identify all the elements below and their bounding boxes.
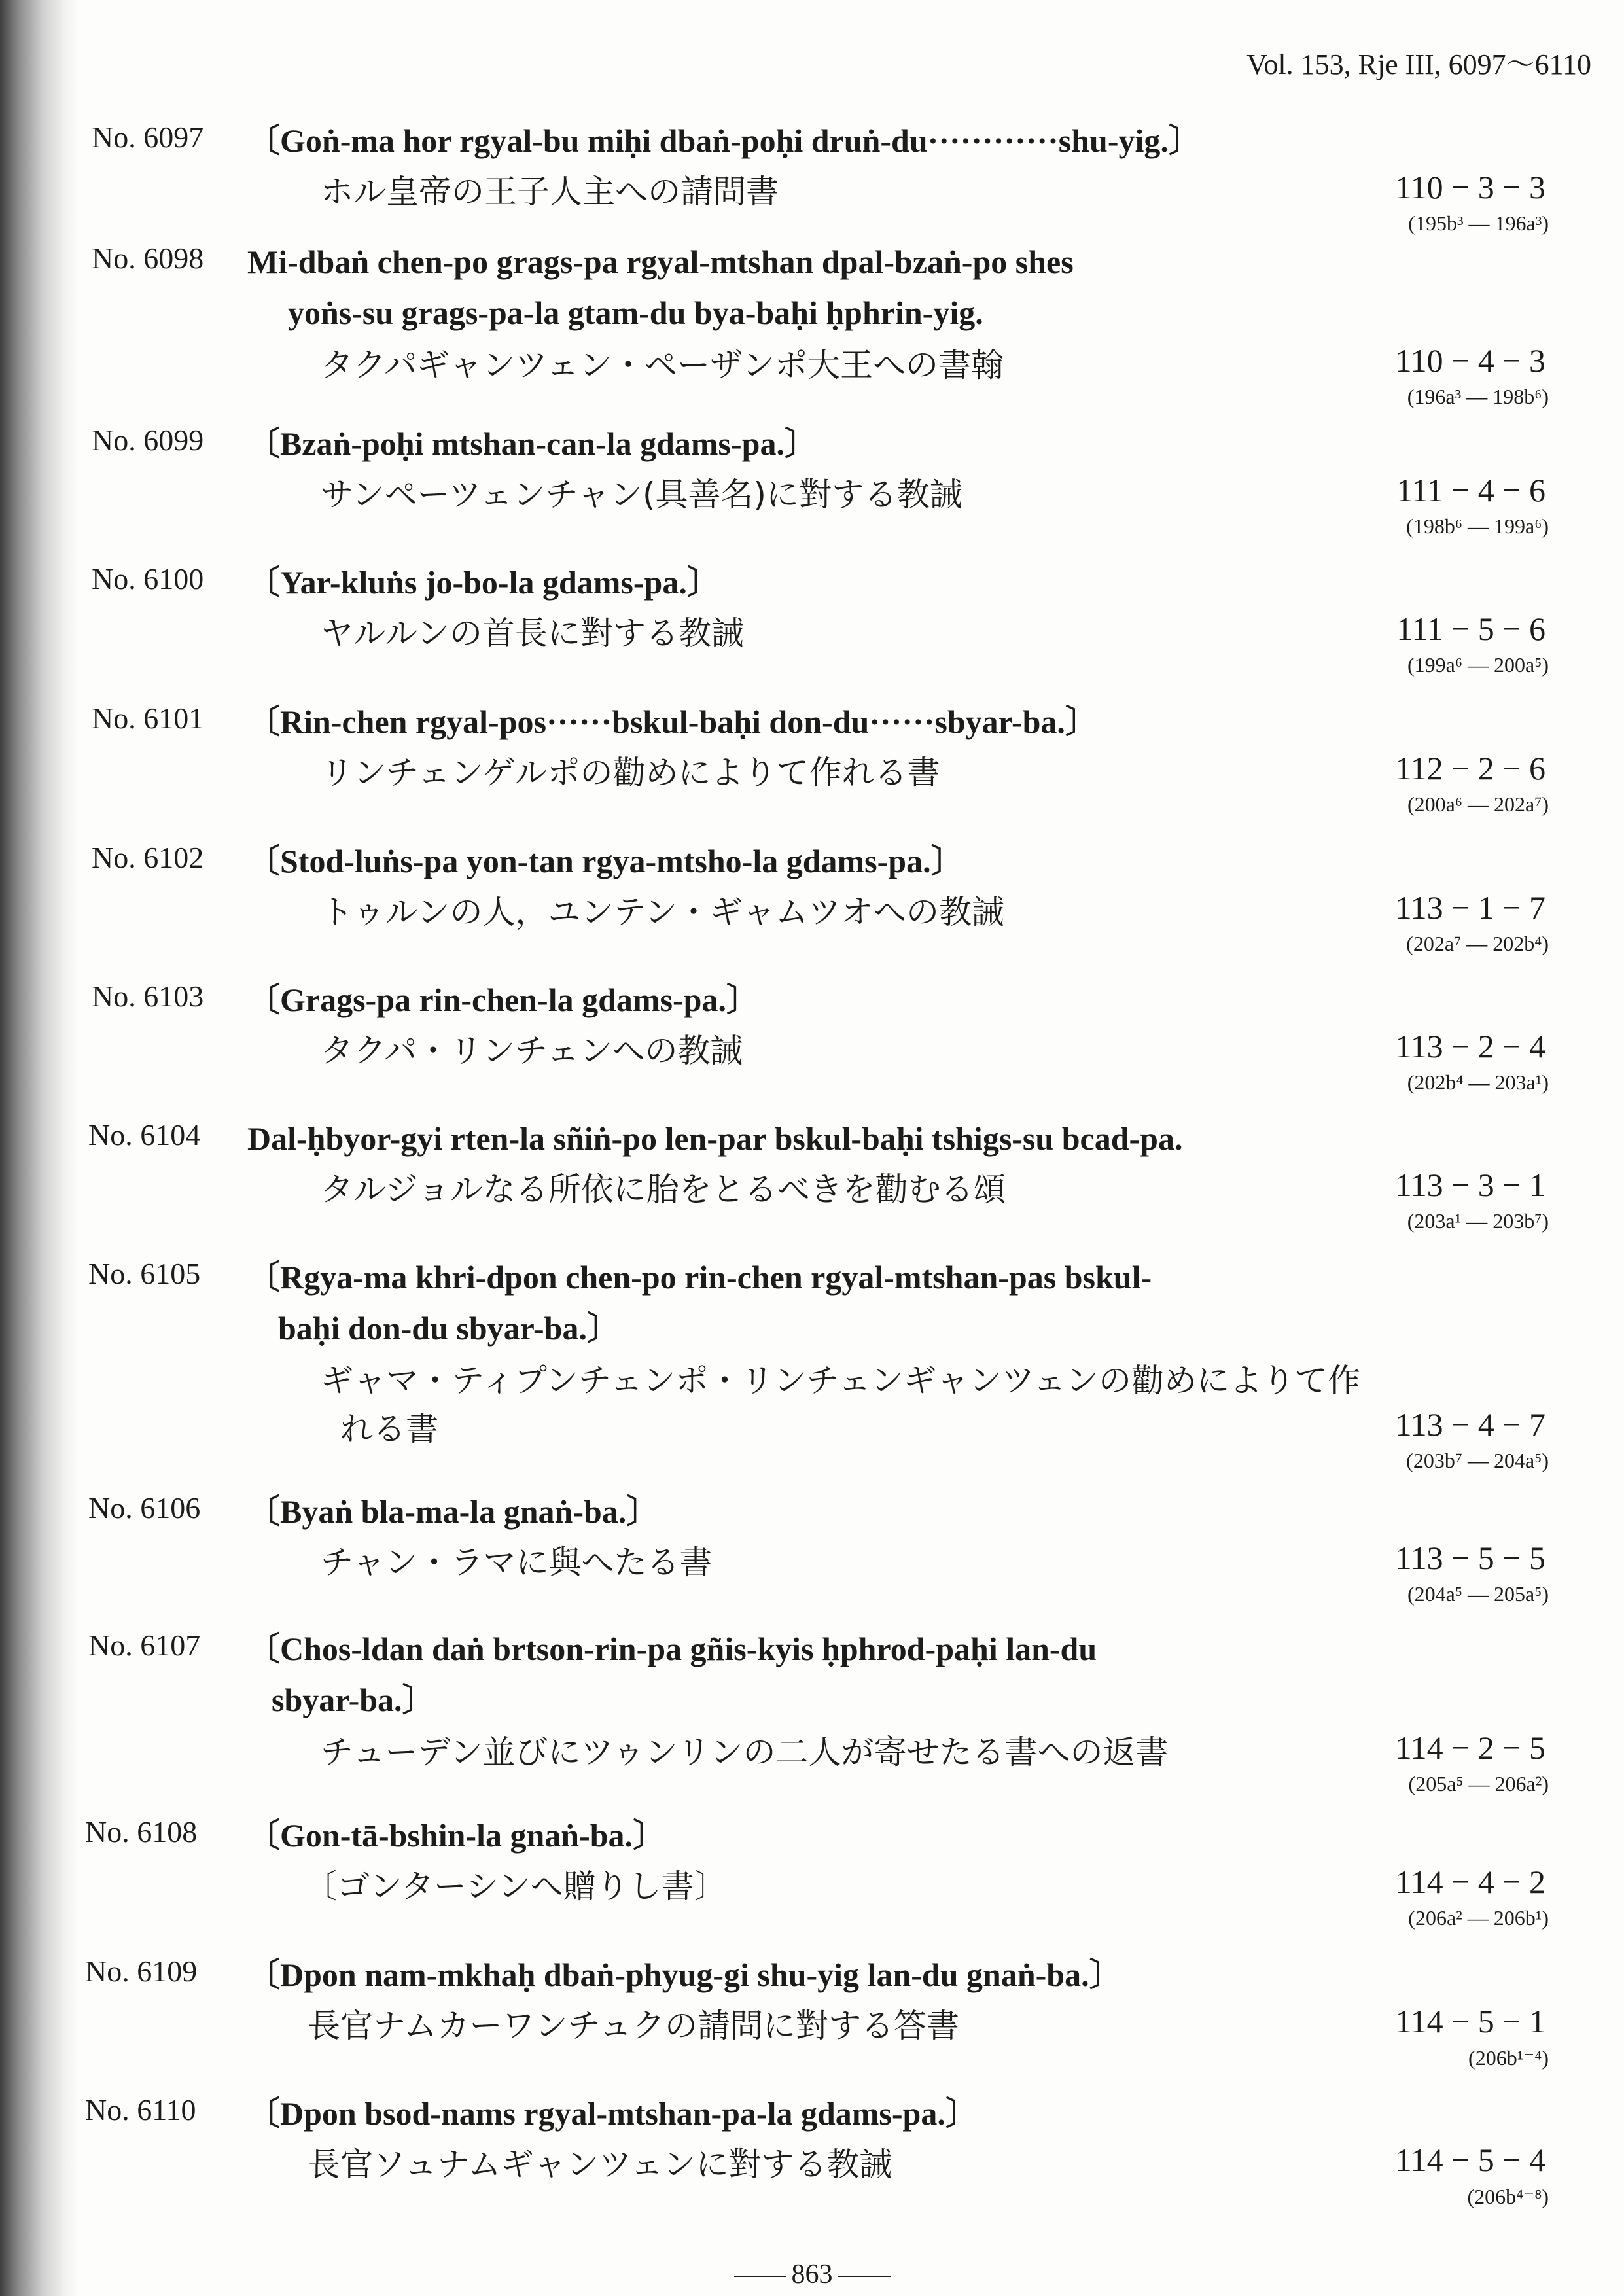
tibetan-title-line1: 〔Chos-ldan daṅ brtson-rin-pa gñis-kyis ḥphrod-paḥi lan-du — [247, 1631, 1097, 1667]
reference-number: 110 − 3 − 3 — [1395, 169, 1545, 205]
entry-number: No. 6103 — [92, 980, 204, 1013]
tibetan-title-line1: 〔Rgya-ma khri-dpon chen-po rin-chen rgyal-mtshan-pas bskul- — [247, 1259, 1152, 1296]
tibetan-title: 〔Rin-chen rgyal-pos······bskul-baḥi don-du······sbyar-ba.〕 — [247, 703, 1098, 740]
folio-range: (195b³ — 196a³) — [1408, 211, 1549, 235]
japanese-title: ホル皇帝の王子人主への請問書 — [321, 173, 779, 211]
japanese-title: チャン・ラマに與へたる書 — [321, 1544, 713, 1581]
folio-range: (206b¹⁻⁴) — [1468, 2046, 1549, 2070]
folio-range: (203b⁷ — 204a⁵) — [1406, 1449, 1549, 1472]
tibetan-title: 〔Stod-luṅs-pa yon-tan rgya-mtsho-la gdams-pa.〕 — [247, 843, 964, 879]
reference-number: 113 − 5 − 5 — [1395, 1540, 1545, 1576]
binding-shadow — [0, 0, 79, 2296]
folio-range: (202a⁷ — 202b⁴) — [1406, 932, 1549, 955]
reference-number: 113 − 2 − 4 — [1395, 1028, 1545, 1065]
folio-range: (198b⁶ — 199a⁶) — [1406, 514, 1549, 538]
reference-number: 114 − 2 − 5 — [1395, 1729, 1545, 1766]
tibetan-title: 〔Bzaṅ-poḥi mtshan-can-la gdams-pa.〕 — [247, 425, 817, 462]
entry-number: No. 6097 — [92, 120, 204, 154]
japanese-title: リンチェンゲルポの勸めによりて作れる書 — [321, 754, 940, 792]
entry-number: No. 6102 — [92, 841, 204, 874]
folio-range: (206b⁴⁻⁸) — [1467, 2185, 1549, 2208]
entry-number: No. 6100 — [92, 562, 204, 595]
tibetan-title: 〔Gon-tā-bshin-la gnaṅ-ba.〕 — [247, 1817, 666, 1854]
japanese-title: タルジョルなる所依に胎をとるべきを勸むる頌 — [321, 1171, 1006, 1209]
tibetan-title-line2: baḥi don-du sbyar-ba.〕 — [278, 1310, 620, 1347]
reference-number: 113 − 4 − 7 — [1395, 1406, 1545, 1443]
japanese-title: 長官ナムカーワンチュクの請問に對する答書 — [308, 2007, 959, 2045]
tibetan-title-line2: yoṅs-su grags-pa-la gtam-du bya-baḥi ḥphrin-yig. — [288, 294, 983, 331]
japanese-title: 長官ソュナムギャンツェンに對する教誡 — [308, 2146, 892, 2183]
entry-number: No. 6104 — [88, 1118, 201, 1152]
folio-range: (205a⁵ — 206a²) — [1408, 1772, 1549, 1795]
tibetan-title: Dal-ḥbyor-gyi rten-la sñiṅ-po len-par bskul-baḥi tshigs-su bcad-pa. — [247, 1120, 1183, 1157]
japanese-title: ヤルルンの首長に對する教誡 — [321, 614, 744, 652]
tibetan-title: 〔Dpon nam-mkhaḥ dbaṅ-phyug-gi shu-yig lan-du gnaṅ-ba.〕 — [247, 1956, 1122, 1993]
reference-number: 114 − 5 − 1 — [1395, 2003, 1545, 2040]
tibetan-title: 〔Grags-pa rin-chen-la gdams-pa.〕 — [247, 981, 759, 1018]
tibetan-title: 〔Dpon bsod-nams rgyal-mtshan-pa-la gdams-pa.〕 — [247, 2095, 978, 2132]
page-number: 863 — [791, 2259, 833, 2289]
reference-number: 114 − 4 − 2 — [1395, 1863, 1545, 1900]
tibetan-title: 〔Goṅ-ma hor rgyal-bu miḥi dbaṅ-poḥi druṅ-du············shu-yig.〕 — [247, 122, 1201, 159]
japanese-title: タクパ・リンチェンへの教誡 — [321, 1032, 743, 1070]
entry-number: No. 6101 — [92, 701, 204, 735]
folio-range: (199a⁶ — 200a⁵) — [1407, 653, 1549, 677]
page-footer — [0, 2259, 1624, 2290]
japanese-title: トゥルンの人，ユンテン・ギャムツオへの教誡 — [321, 893, 1004, 931]
footer-rule-right — [838, 2276, 891, 2277]
folio-range: (196a³ — 198b⁶) — [1407, 385, 1549, 408]
japanese-title: チューデン並びにツゥンリンの二人が寄せたる書への返書 — [321, 1733, 1169, 1771]
japanese-title: タクパギャンツェン・ペーザンポ大王への書翰 — [321, 346, 1004, 384]
tibetan-title-line2: sbyar-ba.〕 — [272, 1682, 435, 1718]
reference-number: 113 − 3 − 1 — [1395, 1167, 1545, 1203]
entry-number: No. 6099 — [92, 423, 204, 457]
japanese-title: 〔ゴンターシンへ贈りし書〕 — [304, 1867, 727, 1905]
folio-range: (206a² — 206b¹) — [1408, 1906, 1549, 1930]
japanese-title-line1: ギャマ・ティプンチェンポ・リンチェンギャンツェンの勸めによりて作 — [321, 1362, 1360, 1400]
folio-range: (203a¹ — 203b⁷) — [1407, 1209, 1549, 1233]
reference-number: 112 − 2 − 6 — [1395, 750, 1545, 786]
folio-range: (202b⁴ — 203a¹) — [1407, 1070, 1549, 1094]
entry-number: No. 6107 — [88, 1629, 201, 1662]
japanese-title: サンペーツェンチャン(具善名)に對する教誡 — [321, 476, 963, 514]
tibetan-title: 〔Yar-kluṅs jo-bo-la gdams-pa.〕 — [247, 564, 720, 601]
reference-number: 111 − 4 − 6 — [1396, 472, 1545, 508]
reference-number: 114 − 5 − 4 — [1395, 2142, 1545, 2178]
entry-number: No. 6105 — [88, 1257, 201, 1290]
entry-number: No. 6110 — [85, 2093, 196, 2127]
entry-number: No. 6108 — [85, 1815, 198, 1848]
reference-number: 110 − 4 − 3 — [1395, 342, 1545, 379]
footer-rule-left — [734, 2276, 786, 2277]
folio-range: (200a⁶ — 202a⁷) — [1407, 792, 1549, 816]
entry-number: No. 6106 — [88, 1491, 201, 1525]
entry-number: No. 6098 — [92, 241, 204, 275]
volume-header: Vol. 153, Rje III, 6097～6110 — [1246, 48, 1591, 80]
tibetan-title: 〔Byaṅ bla-ma-la gnaṅ-ba.〕 — [247, 1493, 660, 1530]
folio-range: (204a⁵ — 205a⁵) — [1407, 1582, 1549, 1606]
reference-number: 111 − 5 − 6 — [1396, 610, 1545, 647]
entry-number: No. 6109 — [85, 1954, 198, 1988]
japanese-title-line2: れる書 — [340, 1410, 438, 1448]
reference-number: 113 − 1 − 7 — [1395, 889, 1545, 926]
tibetan-title-line1: Mi-dbaṅ chen-po grags-pa rgyal-mtshan dpal-bzaṅ-po shes — [247, 243, 1074, 280]
